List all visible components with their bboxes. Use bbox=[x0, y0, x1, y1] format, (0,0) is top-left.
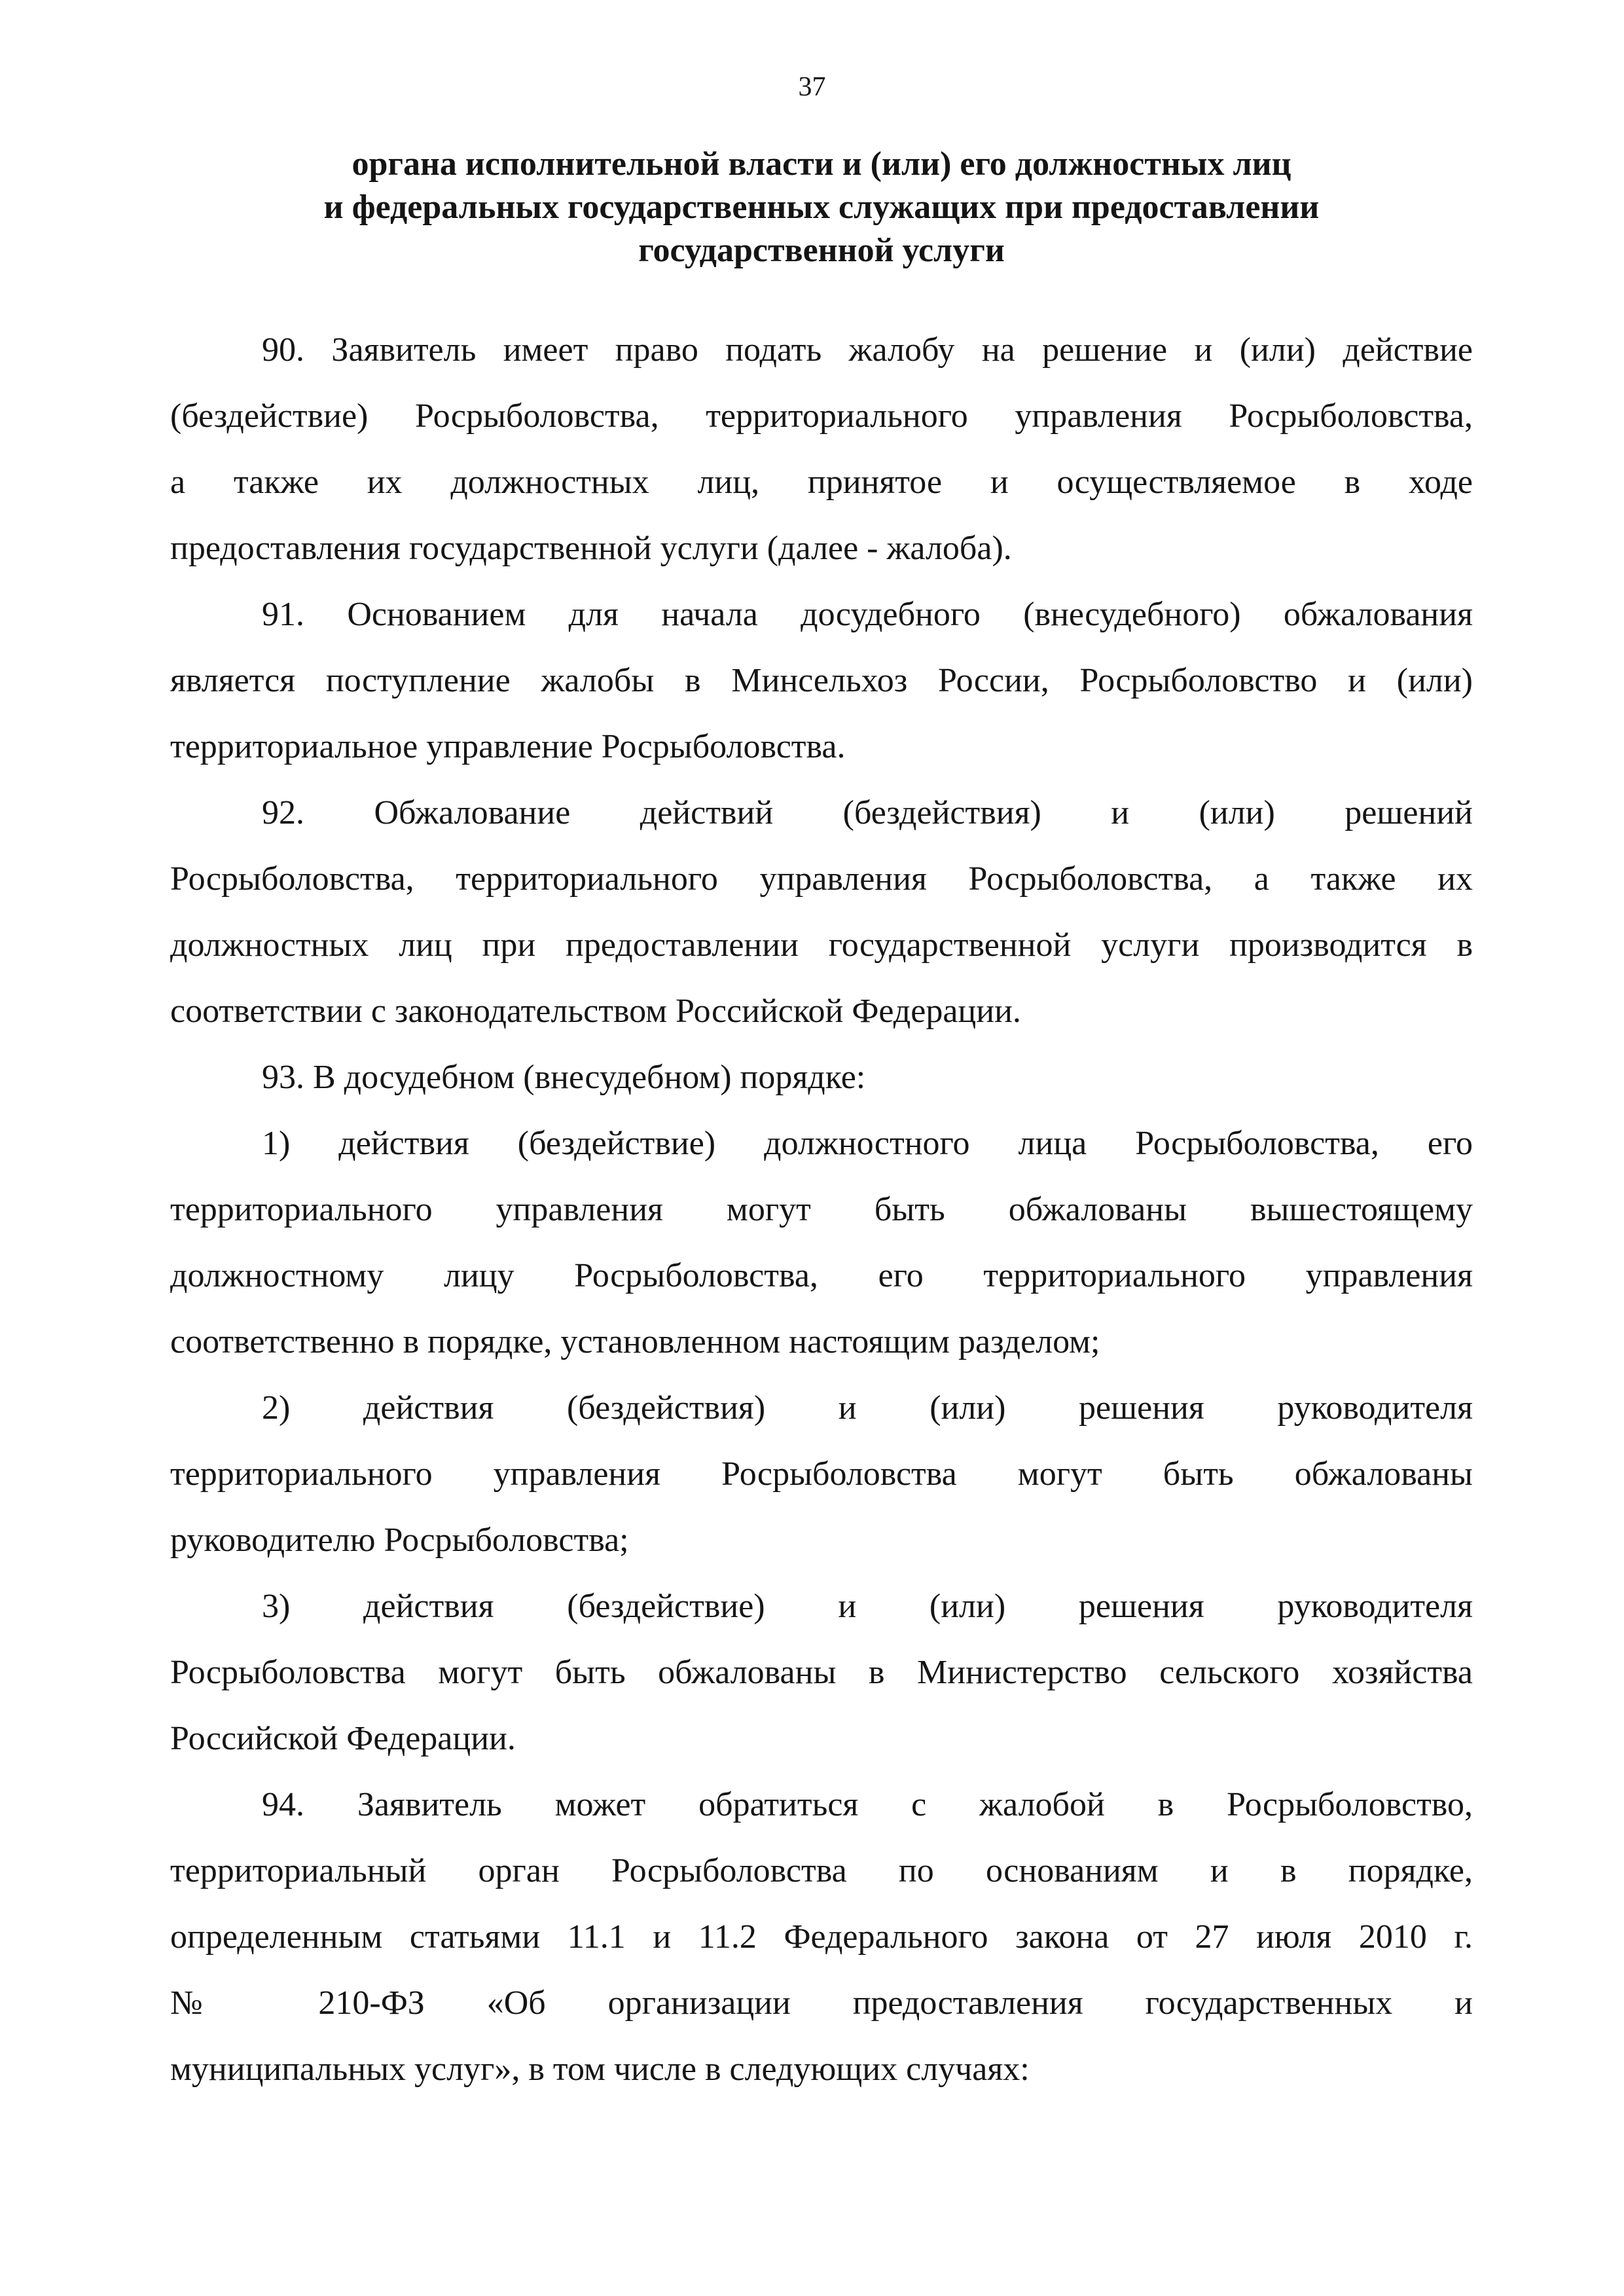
paragraph-line: территориальное управление Росрыболовства. bbox=[170, 728, 846, 765]
paragraph-line: Росрыболовства, территориального управления Росрыболовства, а также их bbox=[170, 860, 1473, 898]
list-item-line: 1) действия (бездействие) должностного лица Росрыболовства, его bbox=[262, 1125, 1473, 1162]
list-item-line: Российской Федерации. bbox=[170, 1720, 516, 1757]
paragraph-line: (бездействие) Росрыболовства, территориального управления Росрыболовства, bbox=[170, 397, 1473, 435]
list-item-line: 2) действия (бездействия) и (или) решения руководителя bbox=[262, 1389, 1473, 1427]
list-item-line: должностному лицу Росрыболовства, его территориального управления bbox=[170, 1257, 1473, 1294]
paragraph-line: предоставления государственной услуги (далее - жалоба). bbox=[170, 530, 1012, 567]
document-body bbox=[170, 317, 1473, 2102]
list-item-line: руководителю Росрыболовства; bbox=[170, 1522, 629, 1559]
paragraph-line: является поступление жалобы в Минсельхоз России, Росрыболовство и (или) bbox=[170, 662, 1473, 699]
page-number: 37 bbox=[798, 72, 826, 102]
list-item-line: 3) действия (бездействие) и (или) решения руководителя bbox=[262, 1588, 1473, 1625]
paragraph-line: № 210-ФЗ «Об организации предоставления государственных и bbox=[170, 1984, 1473, 2022]
heading-line: органа исполнительной власти и (или) его должностных лиц bbox=[352, 145, 1291, 183]
paragraph-line: а также их должностных лиц, принятое и осуществляемое в ходе bbox=[170, 464, 1473, 501]
paragraph-line: 90. Заявитель имеет право подать жалобу на решение и (или) действие bbox=[262, 331, 1473, 369]
list-item-line: соответственно в порядке, установленном настоящим разделом; bbox=[170, 1323, 1100, 1360]
paragraph-line: территориальный орган Росрыболовства по основаниям и в порядке, bbox=[170, 1852, 1473, 1889]
heading-line: государственной услуги bbox=[638, 232, 1005, 269]
paragraph-line: муниципальных услуг», в том числе в следующих случаях: bbox=[170, 2050, 1030, 2088]
list-item-line: территориального управления Росрыболовства могут быть обжалованы bbox=[170, 1455, 1473, 1493]
paragraph-line: соответствии с законодательством Российской Федерации. bbox=[170, 993, 1021, 1030]
paragraph-line: 93. В досудебном (внесудебном) порядке: bbox=[262, 1059, 866, 1096]
paragraph-line: должностных лиц при предоставлении государственной услуги производится в bbox=[170, 926, 1473, 964]
paragraph-line: 92. Обжалование действий (бездействия) и (или) решений bbox=[262, 794, 1473, 831]
paragraph-line: определенным статьями 11.1 и 11.2 Федерального закона от 27 июля 2010 г. bbox=[170, 1918, 1473, 1956]
paragraph-line: 91. Основанием для начала досудебного (внесудебного) обжалования bbox=[262, 596, 1473, 633]
list-item-line: Росрыболовства могут быть обжалованы в Министерство сельского хозяйства bbox=[170, 1654, 1473, 1691]
list-item-line: территориального управления могут быть обжалованы вышестоящему bbox=[170, 1191, 1473, 1228]
section-heading bbox=[170, 143, 1473, 272]
heading-line: и федеральных государственных служащих при предоставлении bbox=[323, 189, 1320, 226]
paragraph-line: 94. Заявитель может обратиться с жалобой в Росрыболовство, bbox=[262, 1786, 1473, 1823]
